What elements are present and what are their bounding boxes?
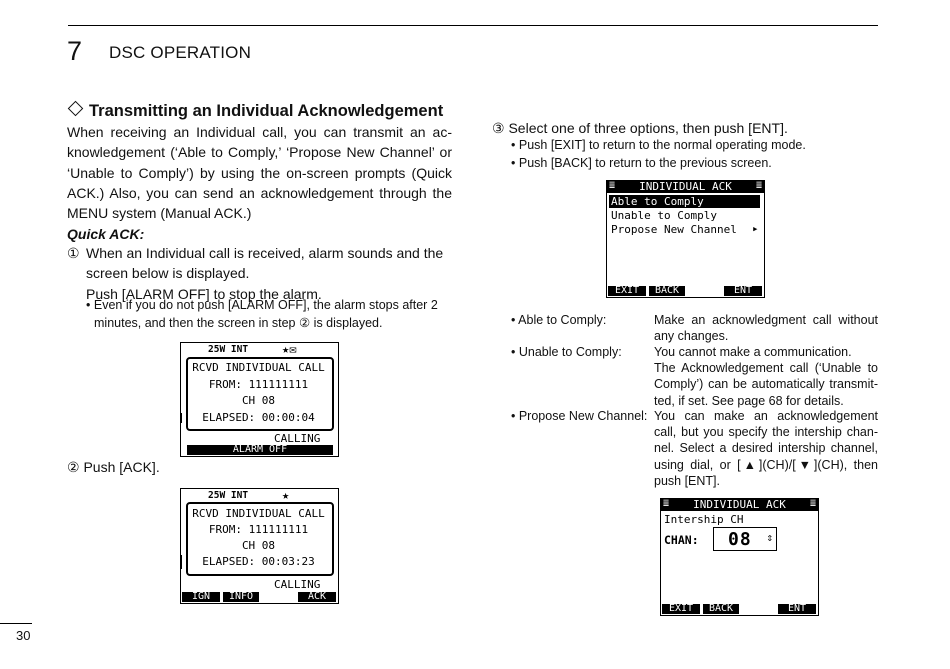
ack-softkey[interactable]: ACK: [298, 592, 336, 602]
exit-softkey[interactable]: EXIT: [608, 286, 646, 296]
intro-line: knowledgement (‘Able to Comply,’ ‘Propose New Channel’ or: [67, 144, 452, 161]
step1-line: When an Individual call is received, alarm sounds and the: [86, 245, 444, 261]
back-softkey[interactable]: BACK: [703, 604, 739, 614]
title-bar: [607, 181, 764, 193]
desc-line: You cannot make a communication.: [654, 345, 852, 359]
lcd-screen-ack: [180, 488, 339, 604]
desc-term: • Able to Comply:: [511, 313, 607, 327]
step1-bullet-line: minutes, and then the screen in step ② is displayed.: [94, 316, 383, 330]
call-line: RCVD INDIVIDUAL CALL: [192, 361, 325, 374]
desc-term: • Propose New Channel:: [511, 409, 648, 423]
menu-item-selected[interactable]: Able to Comply: [609, 195, 760, 208]
call-line: FROM: 111111111: [208, 523, 309, 536]
side-mark: [181, 413, 185, 423]
call-line: RCVD INDIVIDUAL CALL: [192, 507, 325, 520]
screen-title: INDIVIDUAL ACK: [639, 180, 732, 193]
intro-line: ‘Unable to Comply’) by using the on-screen prompts (Quick: [67, 164, 452, 181]
call-line: CH 08: [241, 394, 276, 407]
page-number: 30: [16, 628, 31, 643]
desc-line: You can make an acknowledgement: [654, 409, 878, 423]
step3-bullet: Push [BACK] to return to the previous screen.: [518, 156, 772, 170]
lcd-screen-individual-ack: [606, 180, 765, 298]
quick-ack-label: Quick ACK:: [67, 226, 145, 242]
arrow-right-icon: ▸: [752, 222, 759, 235]
step3-marker: ③: [492, 120, 505, 136]
alarm-off-softkey[interactable]: ALARM OFF: [187, 445, 333, 455]
chan-label: CHAN:: [664, 533, 699, 547]
desc-line: any changes.: [654, 329, 729, 344]
desc-able: [511, 312, 878, 346]
ign-softkey[interactable]: IGN: [182, 592, 220, 602]
lcd-screen-intership: [660, 498, 819, 616]
chapter-number: 7: [67, 36, 83, 66]
intership-label: Intership CH: [664, 513, 744, 526]
calling-label: CALLING: [274, 578, 321, 591]
star-envelope-icon: ★✉: [282, 342, 297, 356]
call-line: FROM: 111111111: [208, 377, 309, 391]
step3-text: Select one of three options, then push [ENT].: [508, 120, 788, 136]
desc-line: ted, if set. See page 68 for details.: [654, 393, 844, 408]
up-down-icon: ⇕: [766, 531, 773, 544]
calling-label: CALLING: [274, 432, 321, 445]
desc-line: nel. Select a desired intership channel,: [654, 441, 878, 456]
desc-propose: [511, 408, 878, 490]
step1-bullet: • Even if you do not push [ALARM OFF], the alarm stops after 2 minutes, and then the screen in step ② is displayed.: [86, 296, 456, 332]
step2-marker: ②: [67, 459, 80, 475]
call-line: CH 08: [241, 539, 276, 552]
desc-line: Comply’) can be automatically transmit-: [654, 377, 878, 392]
lcd-screen-alarm: [180, 342, 339, 457]
step1-marker: ①: [67, 245, 80, 261]
ent-softkey[interactable]: ENT: [778, 604, 816, 614]
screen-title: INDIVIDUAL ACK: [693, 498, 786, 511]
step1-line: Push [ALARM OFF] to stop the alarm.: [86, 285, 322, 302]
menu-icon: ≣: [609, 180, 616, 191]
step1: [67, 243, 457, 304]
step1-bullet-line: Even if you do not push [ALARM OFF], the alarm stops after 2: [93, 298, 438, 312]
info-softkey[interactable]: INFO: [223, 592, 259, 602]
channel-selector[interactable]: [713, 527, 777, 551]
back-softkey[interactable]: BACK: [649, 286, 685, 296]
exit-softkey[interactable]: EXIT: [662, 604, 700, 614]
star-icon: ★: [282, 488, 290, 502]
title-bar: [661, 499, 818, 511]
desc-line: The Acknowledgement call (‘Unable to: [654, 361, 878, 376]
side-mark: [181, 555, 185, 569]
chapter-title: DSC OPERATION: [109, 43, 252, 62]
diamond-icon: [68, 101, 84, 117]
intro-line: MENU system (Manual ACK.): [67, 205, 252, 222]
desc-term: • Unable to Comply:: [511, 345, 622, 359]
desc-line: using dial, or [▲](CH)/[▼](CH), then: [654, 457, 878, 472]
step3-bullet: Push [EXIT] to return to the normal operating mode.: [518, 138, 806, 152]
step3-bullets: • Push [EXIT] to return to the normal operating mode. • Push [BACK] to return to the previous screen.: [511, 138, 806, 170]
intro-paragraph: [67, 122, 452, 223]
section-title-text: Transmitting an Individual Acknowledgement: [89, 102, 444, 120]
step2: [67, 457, 160, 477]
intro-line: ACK.) Also, you can send an acknowledgement through the: [67, 184, 452, 201]
desc-line: Make an acknowledgment call without: [654, 313, 878, 327]
desc-line: push [ENT].: [654, 473, 720, 488]
desc-unable: [511, 344, 878, 410]
top-rule: [68, 25, 878, 26]
menu-icon: ≣: [809, 498, 816, 509]
intro-line: When receiving an Individual call, you can transmit an ac-: [67, 124, 452, 140]
section-title: [67, 102, 443, 121]
step2-text: Push [ACK].: [83, 459, 160, 475]
step1-line: screen below is displayed.: [86, 265, 250, 282]
desc-line: call, but you specify the intership chan-: [654, 425, 878, 440]
ent-softkey[interactable]: ENT: [724, 286, 762, 296]
status-bar: 25W INT: [208, 490, 249, 501]
menu-icon: ≣: [755, 180, 762, 191]
call-line: ELAPSED: 00:03:23: [202, 555, 315, 568]
menu-item[interactable]: Propose New Channel: [611, 223, 737, 236]
channel-value: 08: [728, 529, 752, 550]
menu-icon: ≣: [663, 498, 670, 509]
status-bar: 25W INT: [208, 344, 249, 355]
page-rule: [0, 623, 32, 624]
call-line: ELAPSED: 00:00:04: [202, 410, 315, 424]
menu-item[interactable]: Unable to Comply: [611, 209, 717, 222]
